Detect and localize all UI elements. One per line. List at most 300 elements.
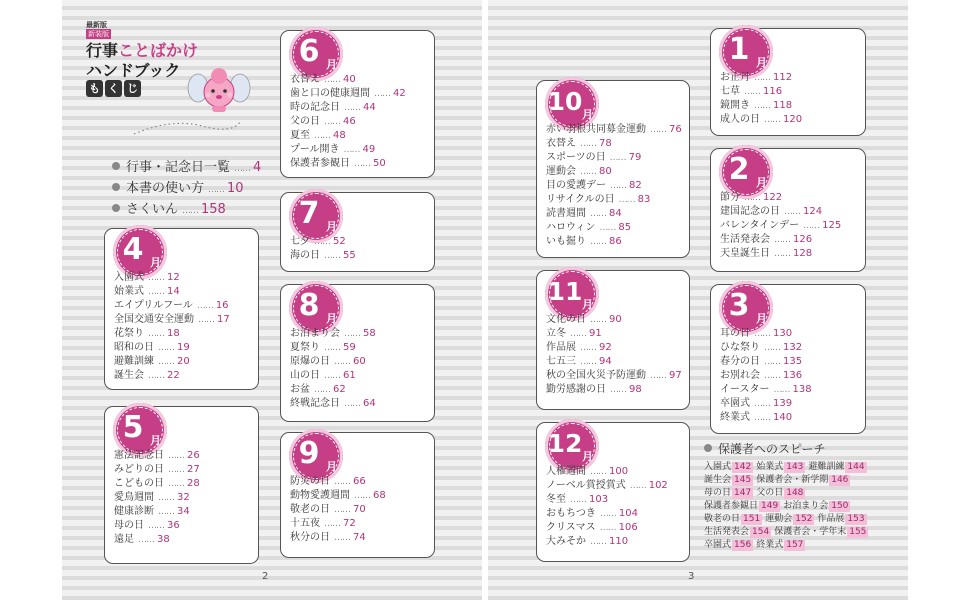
event-page: 32 (177, 492, 190, 503)
dot-leader: …… (148, 371, 164, 381)
event-item[interactable] (114, 327, 252, 341)
event-item[interactable] (546, 383, 683, 397)
event-page: 90 (609, 314, 622, 325)
speech-label[interactable]: 誕生会 (704, 475, 732, 485)
event-item[interactable] (546, 313, 683, 327)
event-label: 夏至 (290, 130, 310, 141)
dot-leader: …… (599, 509, 616, 519)
dot-leader: …… (198, 315, 214, 325)
dot-leader: …… (590, 209, 606, 219)
event-item[interactable] (720, 369, 859, 383)
event-item[interactable] (546, 521, 683, 535)
event-label: 憲法記念日 (114, 450, 164, 461)
event-page: 42 (393, 88, 406, 99)
event-label: 遠足 (114, 534, 134, 545)
dot-leader: …… (764, 357, 780, 367)
event-label: ひな祭り (720, 342, 760, 353)
dot-leader: …… (764, 371, 780, 381)
event-label: イースター (720, 384, 770, 395)
month-number: 9 (298, 436, 320, 471)
event-item[interactable] (546, 179, 683, 193)
mascot-illustration (186, 62, 252, 122)
dot-leader: …… (650, 371, 666, 381)
bullet-icon (112, 162, 120, 170)
event-item[interactable] (720, 99, 859, 113)
dot-leader: …… (148, 287, 164, 297)
event-page: 83 (637, 194, 651, 205)
event-label: 保護者参観日 (290, 158, 350, 169)
event-label: 節分 (720, 192, 740, 203)
event-item[interactable] (114, 449, 252, 463)
event-item[interactable] (546, 123, 683, 137)
dot-leader: …… (754, 329, 770, 339)
speech-page-tag: 143 (786, 462, 804, 472)
event-page: 49 (362, 144, 376, 155)
event-label: ハロウィン (546, 222, 596, 233)
dot-leader: …… (158, 357, 174, 367)
event-item[interactable] (546, 327, 683, 341)
event-item[interactable] (290, 87, 428, 101)
event-page: 98 (629, 384, 642, 395)
contents-label: 本書の使い方 (126, 181, 205, 196)
dot-leader: …… (764, 343, 780, 353)
event-item[interactable] (546, 507, 683, 521)
contents-label: さくいん (126, 202, 179, 217)
event-label: 誕生会 (114, 370, 144, 381)
event-list (720, 327, 859, 425)
dot-leader: …… (148, 329, 164, 339)
event-item[interactable] (290, 369, 428, 383)
event-item[interactable] (546, 207, 683, 221)
speech-label[interactable]: 父の日 (756, 488, 784, 498)
dot-leader: …… (754, 399, 770, 409)
speech-label[interactable]: お泊まり会 (783, 501, 829, 511)
event-page: 126 (793, 234, 813, 245)
event-item[interactable] (114, 491, 252, 505)
event-item[interactable] (546, 535, 683, 549)
event-page: 72 (343, 518, 356, 529)
event-item[interactable] (546, 355, 683, 369)
mokuji-char-2: く (105, 80, 122, 97)
speech-label[interactable]: 運動会 (765, 514, 793, 524)
month-box-10 (536, 80, 690, 258)
event-page: 102 (648, 480, 668, 491)
event-page: 36 (167, 520, 180, 531)
event-item[interactable] (720, 233, 859, 247)
speech-page-tag: 156 (734, 540, 752, 550)
event-item[interactable] (546, 341, 683, 355)
dot-leader: …… (196, 301, 213, 311)
event-item[interactable] (290, 143, 428, 157)
event-label: 春分の日 (720, 356, 760, 367)
event-page: 116 (763, 86, 783, 97)
month-number: 11 (547, 277, 583, 306)
dot-leader: …… (158, 507, 174, 517)
month-box-11 (536, 270, 690, 410)
event-page: 22 (167, 370, 180, 381)
speech-page-tag: 148 (786, 488, 804, 498)
dot-leader: …… (343, 145, 360, 155)
event-item[interactable] (720, 355, 859, 369)
event-label: ノーベル賞授賞式 (546, 480, 626, 491)
dot-leader: …… (334, 505, 350, 515)
speech-page-tag: 146 (831, 475, 849, 485)
dot-leader: …… (650, 125, 666, 135)
dot-leader: …… (754, 413, 770, 423)
event-list (720, 71, 859, 127)
event-page: 64 (363, 398, 376, 409)
event-item[interactable] (290, 489, 428, 503)
event-item[interactable] (546, 221, 683, 235)
event-page: 124 (803, 206, 823, 217)
right-page (488, 0, 908, 600)
speech-label[interactable]: 終業式 (756, 540, 784, 550)
dot-leader: …… (334, 533, 350, 543)
month-box-9 (280, 432, 435, 558)
month-unit: 月 (326, 312, 337, 325)
dot-leader: …… (354, 159, 370, 169)
dot-leader: …… (774, 249, 790, 259)
dot-leader: …… (754, 101, 770, 111)
month-unit: 月 (582, 450, 593, 463)
event-page: 76 (669, 124, 682, 135)
event-label: 始業式 (114, 286, 144, 297)
event-item[interactable] (546, 479, 683, 493)
event-item[interactable] (720, 71, 859, 85)
speech-row (704, 461, 904, 474)
event-item[interactable] (546, 235, 683, 249)
event-label: 鏡開き (720, 100, 750, 111)
month-number: 12 (547, 429, 583, 458)
speech-label[interactable]: 卒園式 (704, 540, 732, 550)
dot-leader: …… (314, 131, 330, 141)
event-list (290, 475, 428, 545)
event-item[interactable] (720, 327, 859, 341)
event-item[interactable] (290, 397, 428, 411)
month-box-1 (710, 28, 866, 136)
speech-label[interactable]: 敬老の日 (704, 514, 741, 524)
event-label: バレンタインデー (720, 220, 800, 231)
event-page: 112 (773, 72, 793, 83)
event-page: 19 (177, 342, 190, 353)
dot-leader: …… (629, 481, 646, 491)
title-main-highlight: ことばかけ (118, 41, 199, 60)
event-item[interactable] (114, 355, 252, 369)
dot-leader: …… (610, 385, 626, 395)
event-item[interactable] (290, 101, 428, 115)
event-item[interactable] (290, 73, 428, 87)
month-number: 1 (728, 32, 750, 67)
event-item[interactable] (114, 477, 252, 491)
month-unit: 月 (582, 108, 593, 121)
event-item[interactable] (546, 493, 683, 507)
month-unit: 月 (150, 256, 161, 269)
event-item[interactable] (114, 519, 252, 533)
month-box-3 (710, 284, 866, 434)
speech-title (704, 440, 904, 457)
event-item[interactable] (290, 157, 428, 171)
speech-label[interactable]: 避難訓練 (808, 462, 845, 472)
event-page: 18 (167, 328, 180, 339)
speech-page-tag: 152 (795, 514, 813, 524)
month-unit: 月 (150, 434, 161, 447)
event-item[interactable] (720, 205, 859, 219)
event-page: 97 (669, 370, 682, 381)
dot-leader: …… (314, 237, 330, 247)
event-label: お盆 (290, 384, 310, 395)
event-item[interactable] (290, 517, 428, 531)
dot-leader: …… (610, 181, 626, 191)
event-item[interactable] (114, 463, 252, 477)
event-page: 82 (629, 180, 642, 191)
event-item[interactable] (290, 383, 428, 397)
dot-leader: …… (324, 343, 340, 353)
event-item[interactable] (546, 193, 683, 207)
event-page: 130 (773, 328, 793, 339)
event-page: 55 (343, 250, 356, 261)
event-label: 目の愛護デー (546, 180, 606, 191)
event-item[interactable] (546, 165, 683, 179)
speech-row (704, 474, 904, 487)
dot-leader: …… (784, 207, 800, 217)
event-page: 94 (599, 356, 612, 367)
month-box-2 (710, 148, 866, 272)
event-page: 132 (783, 342, 803, 353)
speech-page-tag: 144 (847, 462, 865, 472)
contents-item[interactable] (112, 200, 261, 221)
speech-row (704, 487, 904, 500)
event-item[interactable] (720, 383, 859, 397)
event-item[interactable] (720, 191, 859, 205)
speech-page-tag: 151 (743, 514, 761, 524)
speech-label[interactable]: 入園式 (704, 462, 732, 472)
event-page: 40 (343, 74, 356, 85)
event-label: プール開き (290, 144, 340, 155)
event-item[interactable] (546, 369, 683, 383)
month-box-12 (536, 422, 690, 562)
event-label: いも掘り (546, 236, 586, 247)
event-item[interactable] (290, 115, 428, 129)
event-item[interactable] (290, 503, 428, 517)
dot-leader: …… (324, 117, 340, 127)
contents-list (112, 158, 261, 221)
event-item[interactable] (114, 313, 252, 327)
event-page: 125 (822, 220, 842, 231)
event-item[interactable] (720, 341, 859, 355)
event-item[interactable] (114, 285, 252, 299)
dot-leader: …… (324, 371, 340, 381)
dot-leader: …… (599, 223, 616, 233)
event-label: 昭和の日 (114, 342, 154, 353)
event-page: 140 (773, 412, 793, 423)
month-box-8 (280, 284, 435, 422)
speech-page-tag: 154 (752, 527, 770, 537)
event-page: 28 (187, 478, 200, 489)
event-label: 生活発表会 (720, 234, 770, 245)
event-item[interactable] (546, 137, 683, 151)
month-box-6 (280, 30, 435, 178)
contents-page: 10 (227, 181, 244, 196)
event-page: 86 (609, 236, 622, 247)
dot-leader: …… (314, 385, 330, 395)
event-item[interactable] (114, 369, 252, 383)
event-item[interactable] (290, 327, 428, 341)
dot-leader: …… (599, 523, 616, 533)
event-item[interactable] (290, 235, 428, 249)
dot-leader: …… (344, 399, 360, 409)
event-page: 79 (628, 152, 642, 163)
event-label: 父の日 (290, 116, 320, 127)
event-label: 七夕 (290, 236, 310, 247)
event-item[interactable] (290, 475, 428, 489)
event-item[interactable] (290, 355, 428, 369)
event-item[interactable] (114, 505, 252, 519)
event-item[interactable] (720, 411, 859, 425)
event-item[interactable] (114, 299, 252, 313)
month-number: 7 (298, 196, 320, 231)
event-label: 終業式 (720, 412, 750, 423)
speech-label[interactable]: 母の日 (704, 488, 732, 498)
dot-leader: …… (803, 221, 820, 231)
event-label: 終戦記念日 (290, 398, 340, 409)
event-page: 66 (353, 476, 366, 487)
left-page (62, 0, 482, 600)
dot-leader: …… (324, 251, 340, 261)
dot-leader: …… (324, 519, 340, 529)
event-page: 60 (353, 356, 366, 367)
event-label: 建国記念の日 (720, 206, 780, 217)
dot-leader: …… (168, 465, 184, 475)
event-page: 80 (599, 166, 612, 177)
event-page: 16 (215, 300, 229, 311)
event-label: みどりの日 (114, 464, 164, 475)
event-label: 避難訓練 (114, 356, 154, 367)
month-number: 5 (122, 410, 144, 445)
speech-row (704, 500, 904, 513)
event-label: 防災の日 (290, 476, 330, 487)
dot-leader: …… (590, 537, 606, 547)
month-number: 10 (547, 87, 583, 116)
month-number: 4 (122, 232, 144, 267)
event-label: 歯と口の健康週間 (290, 88, 370, 99)
event-item[interactable] (114, 533, 252, 547)
dot-leader: …… (334, 477, 350, 487)
mokuji-char-3: じ (124, 80, 141, 97)
event-label: 運動会 (546, 166, 576, 177)
contents-item[interactable] (112, 179, 261, 200)
contents-page: 158 (201, 202, 226, 217)
event-page: 27 (187, 464, 200, 475)
speech-page-tag: 145 (734, 475, 752, 485)
event-label: 人権週間 (546, 466, 586, 477)
event-page: 52 (333, 236, 346, 247)
dot-leader: …… (764, 115, 780, 125)
event-page: 128 (793, 248, 813, 259)
event-item[interactable] (720, 397, 859, 411)
dot-leader: …… (590, 467, 606, 477)
event-item[interactable] (720, 113, 859, 127)
dotted-trail (132, 116, 242, 138)
event-label: 山の日 (290, 370, 320, 381)
event-page: 103 (589, 494, 609, 505)
speech-page-tag: 147 (734, 488, 752, 498)
event-page: 59 (343, 342, 356, 353)
event-list (114, 271, 252, 383)
event-list (290, 235, 428, 263)
event-page: 122 (763, 192, 783, 203)
event-item[interactable] (290, 249, 428, 263)
event-list (546, 465, 683, 549)
event-item[interactable] (720, 219, 859, 233)
event-item[interactable] (290, 341, 428, 355)
speech-label[interactable]: 生活発表会 (704, 527, 750, 537)
speech-label[interactable]: 始業式 (756, 462, 784, 472)
event-label: 花祭り (114, 328, 144, 339)
event-page: 17 (217, 314, 230, 325)
event-label: 健康診断 (114, 506, 154, 517)
bullet-icon (704, 444, 712, 452)
event-item[interactable] (114, 341, 252, 355)
event-item[interactable] (290, 531, 428, 545)
event-page: 136 (783, 370, 803, 381)
dot-leader: …… (148, 521, 164, 531)
event-list (720, 191, 859, 261)
event-page: 118 (773, 100, 793, 111)
event-item[interactable] (720, 247, 859, 261)
event-label: スポーツの日 (546, 152, 606, 163)
speech-label[interactable]: 保護者会・学年末 (774, 527, 847, 537)
event-page: 20 (177, 356, 190, 367)
event-page: 70 (353, 504, 366, 515)
event-item[interactable] (720, 85, 859, 99)
event-item[interactable] (290, 129, 428, 143)
event-page: 14 (167, 286, 180, 297)
event-page: 62 (333, 384, 346, 395)
event-label: 作品展 (546, 342, 576, 353)
event-list (290, 327, 428, 411)
event-label: 読書週間 (546, 208, 586, 219)
speech-label[interactable]: 作品展 (817, 514, 845, 524)
speech-section (704, 440, 904, 552)
event-item[interactable] (546, 151, 683, 165)
event-list (546, 123, 683, 249)
event-label: 卒園式 (720, 398, 750, 409)
speech-label[interactable]: 保護者会・新学期 (756, 475, 829, 485)
dot-leader: …… (580, 343, 596, 353)
dot-leader: …… (580, 167, 596, 177)
event-page: 110 (609, 536, 629, 547)
month-unit: 月 (582, 298, 593, 311)
title-sub: ハンドブック (86, 61, 181, 80)
speech-row (704, 539, 904, 552)
event-item[interactable] (114, 271, 252, 285)
speech-label[interactable]: 保護者参観日 (704, 501, 759, 511)
event-item[interactable] (546, 465, 683, 479)
dot-leader: …… (744, 87, 760, 97)
event-page: 138 (792, 384, 812, 395)
event-page: 85 (618, 222, 632, 233)
event-label: 七五三 (546, 356, 576, 367)
speech-rows (704, 461, 904, 552)
month-number: 2 (728, 152, 750, 187)
dot-leader: …… (344, 329, 360, 339)
speech-page-tag: 150 (831, 501, 849, 511)
mokuji-char-1: も (86, 80, 103, 97)
contents-item[interactable] (112, 158, 261, 179)
title-main-pre: 行事 (86, 41, 119, 60)
dot-leader: …… (744, 193, 760, 203)
event-label: おもちつき (546, 508, 596, 519)
